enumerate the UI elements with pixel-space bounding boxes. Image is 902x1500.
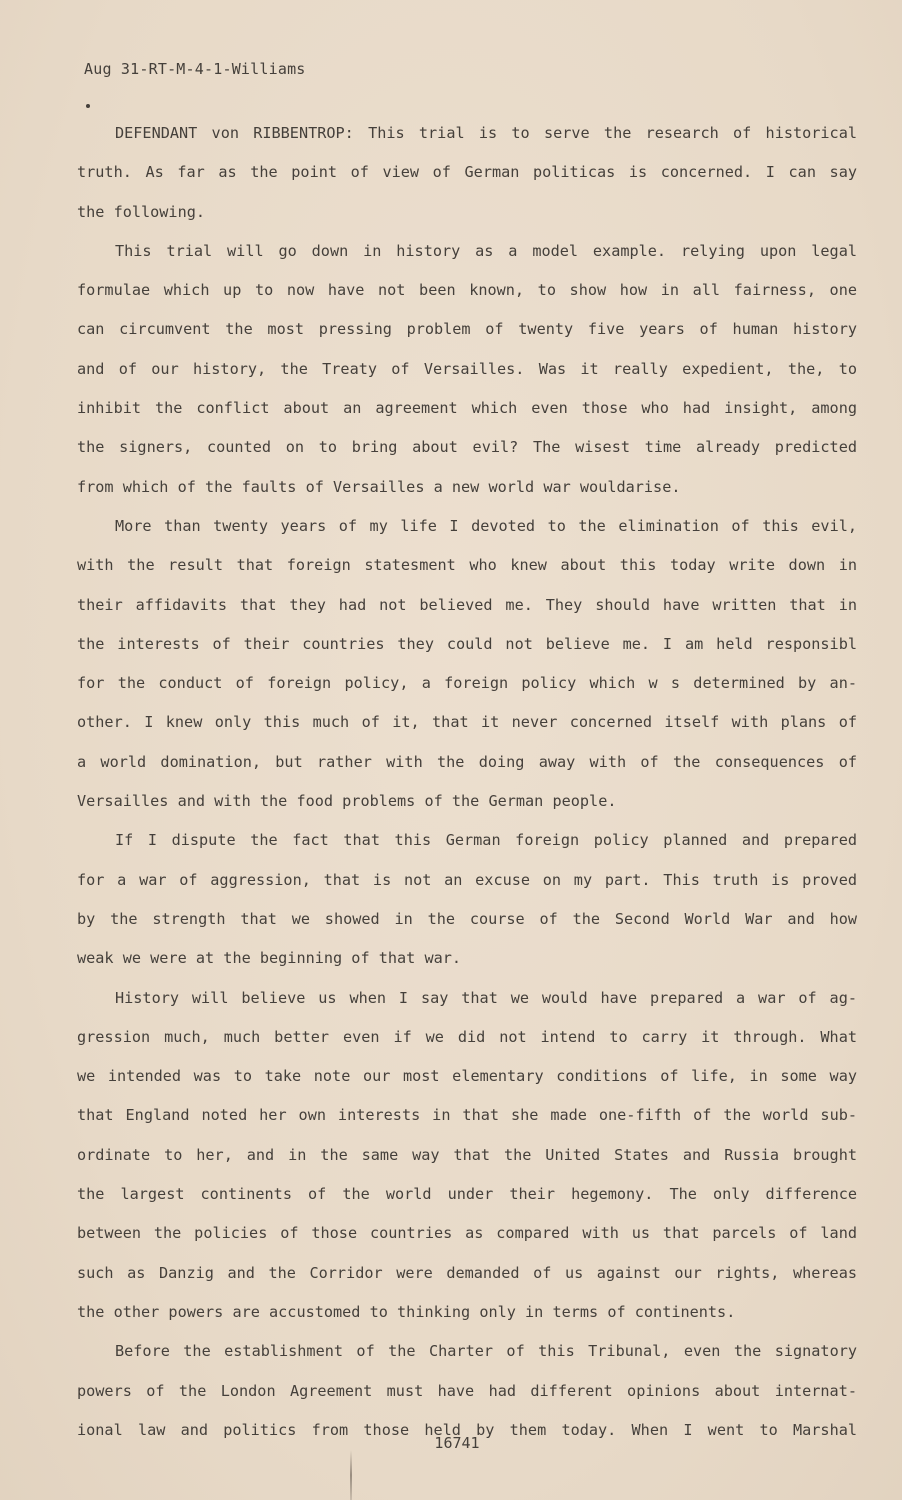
text-line: ordinate to her, and in the same way that the United States and Russia brought	[77, 1145, 857, 1164]
text-line: the signers, counted on to bring about evil? The wisest time already predicted	[77, 438, 857, 457]
text-line: and of our history, the Treaty of Versailles. Was it really expedient, the, to	[77, 359, 857, 378]
text-line: inhibit the conflict about an agreement which even those who had insight, among	[77, 399, 857, 418]
text-line: a world domination, but rather with the doing away with of the consequences of	[77, 752, 857, 771]
text-line: such as Danzig and the Corridor were demanded of us against our rights, whereas	[77, 1263, 857, 1282]
text-line: DEFENDANT von RIBBENTROP: This trial is to serve the research of historical	[115, 124, 857, 142]
text-line: the interests of their countries they could not believe me. I am held responsibl	[77, 634, 857, 653]
text-line: This trial will go down in history as a model example. relying upon legal	[115, 241, 857, 260]
text-line: the largest continents of the world under their hegemony. The only difference	[77, 1185, 857, 1204]
text-line: can circumvent the most pressing problem of twenty five years of human history	[77, 320, 857, 339]
text-line: More than twenty years of my life I devoted to the elimination of this evil,	[115, 516, 857, 535]
text-line: gression much, much better even if we did not intend to carry it through. What	[77, 1027, 857, 1046]
text-line: between the policies of those countries as compared with us that parcels of land	[77, 1224, 857, 1243]
text-line: powers of the London Agreement must have had different opinions about internat-	[77, 1381, 857, 1400]
text-line: for the conduct of foreign policy, a foreign policy which w s determined by an-	[77, 674, 857, 693]
paper-crease	[350, 1450, 352, 1500]
text-line: History will believe us when I say that we would have prepared a war of ag-	[115, 988, 857, 1007]
ink-dot	[86, 104, 90, 108]
text-line: from which of the faults of Versailles a new world war wouldarise.	[77, 477, 681, 496]
text-line: for a war of aggression, that is not an excuse on my part. This truth is proved	[77, 870, 857, 889]
text-line: by the strength that we showed in the course of the Second World War and how	[77, 909, 857, 928]
text-line: Versailles and with the food problems of the German people.	[77, 792, 617, 811]
text-line: formulae which up to now have not been known, to show how in all fairness, one	[77, 281, 857, 300]
text-line: their affidavits that they had not believed me. They should have written that in	[77, 595, 857, 614]
text-line: ional law and politics from those held by them today. When I went to Marshal	[77, 1420, 857, 1439]
text-line: the other powers are accustomed to thinking only in terms of continents.	[77, 1302, 736, 1321]
text-line: weak we were at the beginning of that war.	[77, 949, 462, 968]
page-number: 16741	[434, 1434, 480, 1452]
text-line: with the result that foreign statesment who knew about this today write down in	[77, 556, 857, 575]
text-line: truth. As far as the point of view of German politicas is concerned. I can say	[77, 163, 857, 182]
text-line: other. I knew only this much of it, that it never concerned itself with plans of	[77, 713, 857, 732]
text-line: we intended was to take note our most elementary conditions of life, in some way	[77, 1067, 857, 1086]
text-line: If I dispute the fact that this German foreign policy planned and prepared	[115, 831, 857, 850]
text-line: the following.	[77, 202, 206, 221]
document-body	[77, 114, 857, 1450]
text-line: that England noted her own interests in that she made one-fifth of the world sub-	[77, 1106, 857, 1125]
text-line: Before the establishment of the Charter of this Tribunal, even the signatory	[115, 1342, 857, 1361]
document-header: Aug 31-RT-M-4-1-Williams	[84, 60, 306, 78]
